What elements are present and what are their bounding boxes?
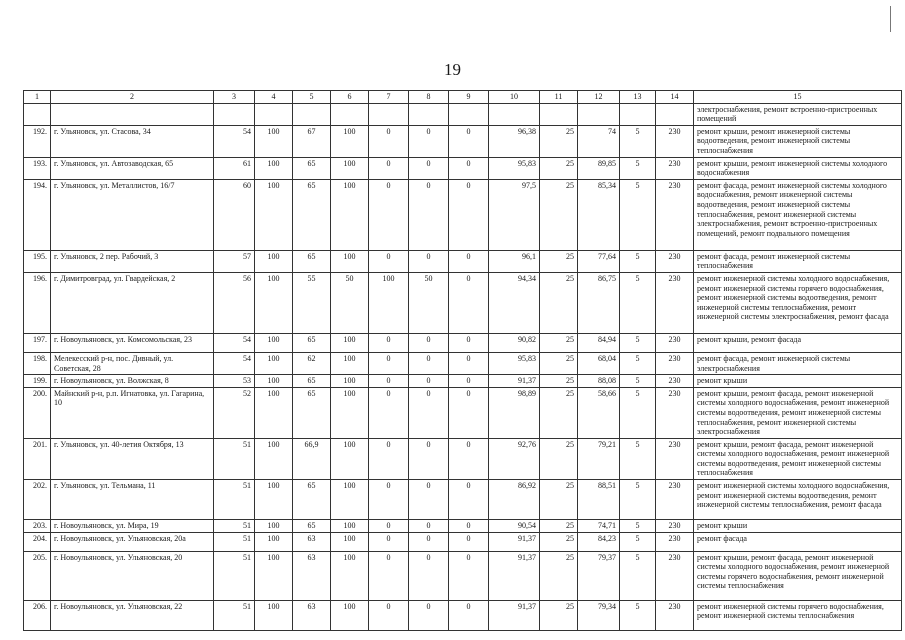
value-cell: 100 — [369, 272, 409, 333]
value-cell: 25 — [540, 272, 578, 333]
address-cell: г. Ульяновск, ул. Тельмана, 11 — [51, 480, 214, 520]
table-row — [24, 520, 902, 533]
value-cell: 50 — [331, 272, 369, 333]
value-cell: 230 — [656, 520, 694, 533]
value-cell: 90,82 — [489, 333, 540, 352]
address-cell: г. Новоульяновск, ул. Ульяновская, 20 — [51, 551, 214, 600]
value-cell: 52 — [214, 387, 255, 438]
table-row — [24, 438, 902, 479]
value-cell: 91,37 — [489, 551, 540, 600]
value-cell: 230 — [656, 480, 694, 520]
value-cell: 5 — [620, 250, 656, 272]
header-cell: 9 — [449, 91, 489, 104]
value-cell: 66,9 — [293, 438, 331, 479]
page-number: 19 — [444, 60, 461, 79]
value-cell: 0 — [369, 157, 409, 179]
address-cell: г. Ульяновск, 2 пер. Рабочий, 3 — [51, 250, 214, 272]
address-cell: г. Новоульяновск, ул. Ульяновская, 20а — [51, 532, 214, 551]
value-cell: 100 — [255, 375, 293, 388]
value-cell: 0 — [409, 352, 449, 374]
header-cell: 14 — [656, 91, 694, 104]
value-cell: 0 — [449, 551, 489, 600]
work-description-cell: ремонт крыши, ремонт инженерной системы водоотведения, ремонт инженерной системы теплоснабжения — [694, 125, 902, 157]
value-cell: 84,23 — [578, 532, 620, 551]
value-cell: 51 — [214, 438, 255, 479]
value-cell: 0 — [369, 600, 409, 630]
value-cell: 230 — [656, 179, 694, 250]
value-cell: 0 — [409, 179, 449, 250]
value-cell: 230 — [656, 375, 694, 388]
header-cell: 4 — [255, 91, 293, 104]
address-cell: г. Ульяновск, ул. Металлистов, 16/7 — [51, 179, 214, 250]
table-row — [24, 125, 902, 157]
value-cell: 100 — [331, 179, 369, 250]
header-cell: 2 — [51, 91, 214, 104]
value-cell: 100 — [255, 532, 293, 551]
value-cell: 25 — [540, 387, 578, 438]
work-description-cell: ремонт инженерной системы холодного водоснабжения, ремонт инженерной системы горячего водоснабжения, ремонт инженерной системы водоотведения, ремонт инженерной системы теплоснабжения, ремонт инженерной системы электроснабжения, ремонт фасада — [694, 272, 902, 333]
header-cell: 7 — [369, 91, 409, 104]
row-number-cell: 197. — [24, 333, 51, 352]
table-row — [24, 352, 902, 374]
value-cell: 100 — [331, 352, 369, 374]
value-cell: 100 — [331, 375, 369, 388]
value-cell: 0 — [449, 250, 489, 272]
work-description-cell: ремонт фасада — [694, 532, 902, 551]
work-description-cell: ремонт крыши — [694, 375, 902, 388]
data-table — [23, 90, 902, 631]
value-cell: 60 — [214, 179, 255, 250]
value-cell: 54 — [214, 125, 255, 157]
value-cell: 98,89 — [489, 387, 540, 438]
value-cell: 100 — [255, 551, 293, 600]
value-cell: 51 — [214, 551, 255, 600]
value-cell: 5 — [620, 480, 656, 520]
header-cell: 12 — [578, 91, 620, 104]
row-number-cell: 193. — [24, 157, 51, 179]
value-cell: 100 — [255, 179, 293, 250]
header-cell: 3 — [214, 91, 255, 104]
value-cell: 0 — [369, 125, 409, 157]
value-cell: 77,64 — [578, 250, 620, 272]
value-cell: 54 — [214, 333, 255, 352]
value-cell: 57 — [214, 250, 255, 272]
value-cell: 100 — [331, 532, 369, 551]
value-cell: 74 — [578, 125, 620, 157]
value-cell: 25 — [540, 250, 578, 272]
value-cell: 63 — [293, 532, 331, 551]
value-cell: 100 — [331, 387, 369, 438]
value-cell: 230 — [656, 551, 694, 600]
value-cell: 0 — [369, 250, 409, 272]
value-cell: 5 — [620, 520, 656, 533]
work-description-cell: ремонт крыши — [694, 520, 902, 533]
row-number-cell: 201. — [24, 438, 51, 479]
value-cell: 91,37 — [489, 375, 540, 388]
value-cell: 65 — [293, 250, 331, 272]
value-cell: 88,51 — [578, 480, 620, 520]
value-cell: 230 — [656, 532, 694, 551]
value-cell: 74,71 — [578, 520, 620, 533]
table-row — [24, 157, 902, 179]
row-number-cell: 195. — [24, 250, 51, 272]
value-cell: 25 — [540, 438, 578, 479]
value-cell: 65 — [293, 520, 331, 533]
value-cell: 0 — [409, 387, 449, 438]
value-cell: 0 — [369, 532, 409, 551]
address-cell: г. Димитровград, ул. Гвардейская, 2 — [51, 272, 214, 333]
address-cell: г. Новоульяновск, ул. Волжская, 8 — [51, 375, 214, 388]
value-cell: 97,5 — [489, 179, 540, 250]
work-description-cell: ремонт крыши, ремонт инженерной системы холодного водоснабжения — [694, 157, 902, 179]
value-cell: 65 — [293, 480, 331, 520]
value-cell: 0 — [409, 438, 449, 479]
value-cell: 63 — [293, 551, 331, 600]
value-cell: 230 — [656, 250, 694, 272]
table-row — [24, 600, 902, 630]
value-cell: 55 — [293, 272, 331, 333]
value-cell: 86,75 — [578, 272, 620, 333]
value-cell: 65 — [293, 179, 331, 250]
value-cell: 0 — [449, 600, 489, 630]
value-cell: 58,66 — [578, 387, 620, 438]
value-cell: 62 — [293, 352, 331, 374]
value-cell: 89,85 — [578, 157, 620, 179]
row-number-cell: 205. — [24, 551, 51, 600]
value-cell: 67 — [293, 125, 331, 157]
value-cell: 51 — [214, 520, 255, 533]
row-number-cell: 192. — [24, 125, 51, 157]
value-cell: 100 — [331, 551, 369, 600]
value-cell: 84,94 — [578, 333, 620, 352]
row-number-cell: 204. — [24, 532, 51, 551]
header-cell: 8 — [409, 91, 449, 104]
value-cell: 100 — [331, 438, 369, 479]
table-row — [24, 179, 902, 250]
value-cell: 53 — [214, 375, 255, 388]
work-description-cell: ремонт фасада, ремонт инженерной системы холодного водоснабжения, ремонт инженерной системы водоотведения, ремонт инженерной системы теплоснабжения, ремонт инженерной системы электроснабжения, ремонт встроенно-пристроенных помещений, ремонт подвального помещения — [694, 179, 902, 250]
value-cell: 0 — [449, 157, 489, 179]
row-number-cell: 203. — [24, 520, 51, 533]
address-cell: Майнский р-н, р.п. Игнатовка, ул. Гагарина, 10 — [51, 387, 214, 438]
value-cell: 65 — [293, 157, 331, 179]
table-row — [24, 551, 902, 600]
value-cell: 230 — [656, 157, 694, 179]
value-cell: 0 — [369, 520, 409, 533]
value-cell: 51 — [214, 600, 255, 630]
value-cell: 5 — [620, 375, 656, 388]
value-cell: 85,34 — [578, 179, 620, 250]
value-cell: 94,34 — [489, 272, 540, 333]
value-cell: 100 — [255, 333, 293, 352]
header-cell: 1 — [24, 91, 51, 104]
work-description-cell: ремонт фасада, ремонт инженерной системы электроснабжения — [694, 352, 902, 374]
value-cell: 100 — [255, 157, 293, 179]
row-number-cell: 196. — [24, 272, 51, 333]
row-number-cell: 198. — [24, 352, 51, 374]
row-number-cell: 194. — [24, 179, 51, 250]
value-cell: 0 — [409, 333, 449, 352]
value-cell: 100 — [255, 250, 293, 272]
value-cell: 92,76 — [489, 438, 540, 479]
value-cell: 0 — [449, 387, 489, 438]
value-cell: 100 — [255, 600, 293, 630]
value-cell: 0 — [369, 333, 409, 352]
row-number-cell: 199. — [24, 375, 51, 388]
value-cell: 0 — [409, 532, 449, 551]
value-cell: 61 — [214, 157, 255, 179]
header-row — [24, 91, 902, 104]
value-cell: 0 — [369, 375, 409, 388]
value-cell: 100 — [331, 157, 369, 179]
value-cell: 100 — [331, 333, 369, 352]
row-number-cell: 200. — [24, 387, 51, 438]
work-description-cell: ремонт крыши, ремонт фасада, ремонт инженерной системы холодного водоснабжения, ремонт инженерной системы водоотведения, ремонт инженерной системы теплоснабжения, ремонт инженерной системы электроснабжения — [694, 387, 902, 438]
value-cell: 100 — [255, 272, 293, 333]
value-cell: 0 — [449, 125, 489, 157]
value-cell: 0 — [369, 480, 409, 520]
address-cell: Мелекесский р-н, пос. Дивный, ул. Советская, 28 — [51, 352, 214, 374]
value-cell: 0 — [449, 333, 489, 352]
value-cell: 0 — [409, 250, 449, 272]
value-cell: 5 — [620, 600, 656, 630]
value-cell: 100 — [331, 480, 369, 520]
value-cell: 230 — [656, 352, 694, 374]
value-cell: 56 — [214, 272, 255, 333]
work-description-cell: ремонт инженерной системы горячего водоснабжения, ремонт инженерной системы теплоснабжения — [694, 600, 902, 630]
value-cell: 100 — [331, 250, 369, 272]
value-cell: 5 — [620, 352, 656, 374]
value-cell: 25 — [540, 480, 578, 520]
value-cell: 100 — [331, 520, 369, 533]
value-cell: 68,04 — [578, 352, 620, 374]
value-cell: 0 — [449, 520, 489, 533]
value-cell: 5 — [620, 157, 656, 179]
value-cell: 5 — [620, 387, 656, 438]
address-cell: г. Новоульяновск, ул. Мира, 19 — [51, 520, 214, 533]
value-cell: 230 — [656, 438, 694, 479]
value-cell: 5 — [620, 532, 656, 551]
value-cell: 0 — [409, 375, 449, 388]
address-cell: г. Ульяновск, ул. 40-летия Октября, 13 — [51, 438, 214, 479]
value-cell: 5 — [620, 272, 656, 333]
work-description-cell: ремонт крыши, ремонт фасада, ремонт инженерной системы холодного водоснабжения, ремонт инженерной системы водоотведения, ремонт инженерной системы теплоснабжения — [694, 438, 902, 479]
table-row — [24, 480, 902, 520]
value-cell: 90,54 — [489, 520, 540, 533]
header-cell: 5 — [293, 91, 331, 104]
value-cell: 88,08 — [578, 375, 620, 388]
table-row — [24, 375, 902, 388]
value-cell: 5 — [620, 179, 656, 250]
value-cell: 0 — [449, 375, 489, 388]
value-cell: 51 — [214, 480, 255, 520]
value-cell: 25 — [540, 333, 578, 352]
value-cell: 25 — [540, 520, 578, 533]
value-cell: 5 — [620, 333, 656, 352]
value-cell: 5 — [620, 438, 656, 479]
address-cell: г. Новоульяновск, ул. Ульяновская, 22 — [51, 600, 214, 630]
value-cell: 91,37 — [489, 532, 540, 551]
value-cell: 5 — [620, 551, 656, 600]
value-cell: 100 — [255, 125, 293, 157]
table-row — [24, 532, 902, 551]
table-row — [24, 387, 902, 438]
value-cell: 0 — [449, 352, 489, 374]
value-cell: 0 — [409, 157, 449, 179]
address-cell: г. Ульяновск, ул. Автозаводская, 65 — [51, 157, 214, 179]
value-cell: 0 — [369, 387, 409, 438]
table-row — [24, 250, 902, 272]
work-description-cell: ремонт крыши, ремонт фасада, ремонт инженерной системы холодного водоснабжения, ремонт инженерной системы горячего водоснабжения, ремонт инженерной системы теплоснабжения — [694, 551, 902, 600]
value-cell: 65 — [293, 333, 331, 352]
margin-mark — [890, 6, 891, 32]
value-cell: 91,37 — [489, 600, 540, 630]
value-cell: 95,83 — [489, 157, 540, 179]
value-cell: 0 — [409, 600, 449, 630]
continuation-text: электроснабжения, ремонт встроенно-пристроенных помещений — [694, 103, 902, 125]
value-cell: 25 — [540, 600, 578, 630]
work-description-cell: ремонт крыши, ремонт фасада — [694, 333, 902, 352]
header-cell: 11 — [540, 91, 578, 104]
value-cell: 79,34 — [578, 600, 620, 630]
value-cell: 230 — [656, 387, 694, 438]
table-row — [24, 272, 902, 333]
value-cell: 100 — [331, 600, 369, 630]
value-cell: 96,38 — [489, 125, 540, 157]
work-description-cell: ремонт фасада, ремонт инженерной системы теплоснабжения — [694, 250, 902, 272]
value-cell: 25 — [540, 125, 578, 157]
address-cell: г. Новоульяновск, ул. Комсомольская, 23 — [51, 333, 214, 352]
value-cell: 100 — [255, 480, 293, 520]
value-cell: 100 — [255, 520, 293, 533]
value-cell: 0 — [449, 179, 489, 250]
value-cell: 86,92 — [489, 480, 540, 520]
value-cell: 230 — [656, 272, 694, 333]
row-number-cell: 202. — [24, 480, 51, 520]
work-description-cell: ремонт инженерной системы холодного водоснабжения, ремонт инженерной системы водоотведения, ремонт инженерной системы теплоснабжения, ремонт фасада — [694, 480, 902, 520]
value-cell: 0 — [369, 179, 409, 250]
value-cell: 0 — [449, 532, 489, 551]
value-cell: 51 — [214, 532, 255, 551]
value-cell: 0 — [449, 438, 489, 479]
value-cell: 0 — [369, 438, 409, 479]
value-cell: 25 — [540, 179, 578, 250]
value-cell: 95,83 — [489, 352, 540, 374]
value-cell: 25 — [540, 157, 578, 179]
value-cell: 100 — [255, 352, 293, 374]
row-number-cell: 206. — [24, 600, 51, 630]
value-cell: 0 — [409, 125, 449, 157]
value-cell: 0 — [449, 272, 489, 333]
value-cell: 50 — [409, 272, 449, 333]
header-cell: 15 — [694, 91, 902, 104]
table-row — [24, 333, 902, 352]
value-cell: 0 — [449, 480, 489, 520]
value-cell: 0 — [409, 551, 449, 600]
value-cell: 25 — [540, 532, 578, 551]
value-cell: 100 — [331, 125, 369, 157]
value-cell: 65 — [293, 375, 331, 388]
value-cell: 0 — [369, 352, 409, 374]
value-cell: 5 — [620, 125, 656, 157]
value-cell: 230 — [656, 333, 694, 352]
value-cell: 65 — [293, 387, 331, 438]
value-cell: 96,1 — [489, 250, 540, 272]
value-cell: 0 — [409, 520, 449, 533]
value-cell: 0 — [409, 480, 449, 520]
header-cell: 10 — [489, 91, 540, 104]
continuation-row — [24, 103, 902, 125]
address-cell: г. Ульяновск, ул. Стасова, 34 — [51, 125, 214, 157]
header-cell: 6 — [331, 91, 369, 104]
value-cell: 25 — [540, 375, 578, 388]
value-cell: 25 — [540, 352, 578, 374]
value-cell: 230 — [656, 125, 694, 157]
value-cell: 54 — [214, 352, 255, 374]
value-cell: 79,37 — [578, 551, 620, 600]
value-cell: 79,21 — [578, 438, 620, 479]
header-cell: 13 — [620, 91, 656, 104]
value-cell: 230 — [656, 600, 694, 630]
value-cell: 63 — [293, 600, 331, 630]
value-cell: 100 — [255, 387, 293, 438]
value-cell: 25 — [540, 551, 578, 600]
value-cell: 100 — [255, 438, 293, 479]
value-cell: 0 — [369, 551, 409, 600]
